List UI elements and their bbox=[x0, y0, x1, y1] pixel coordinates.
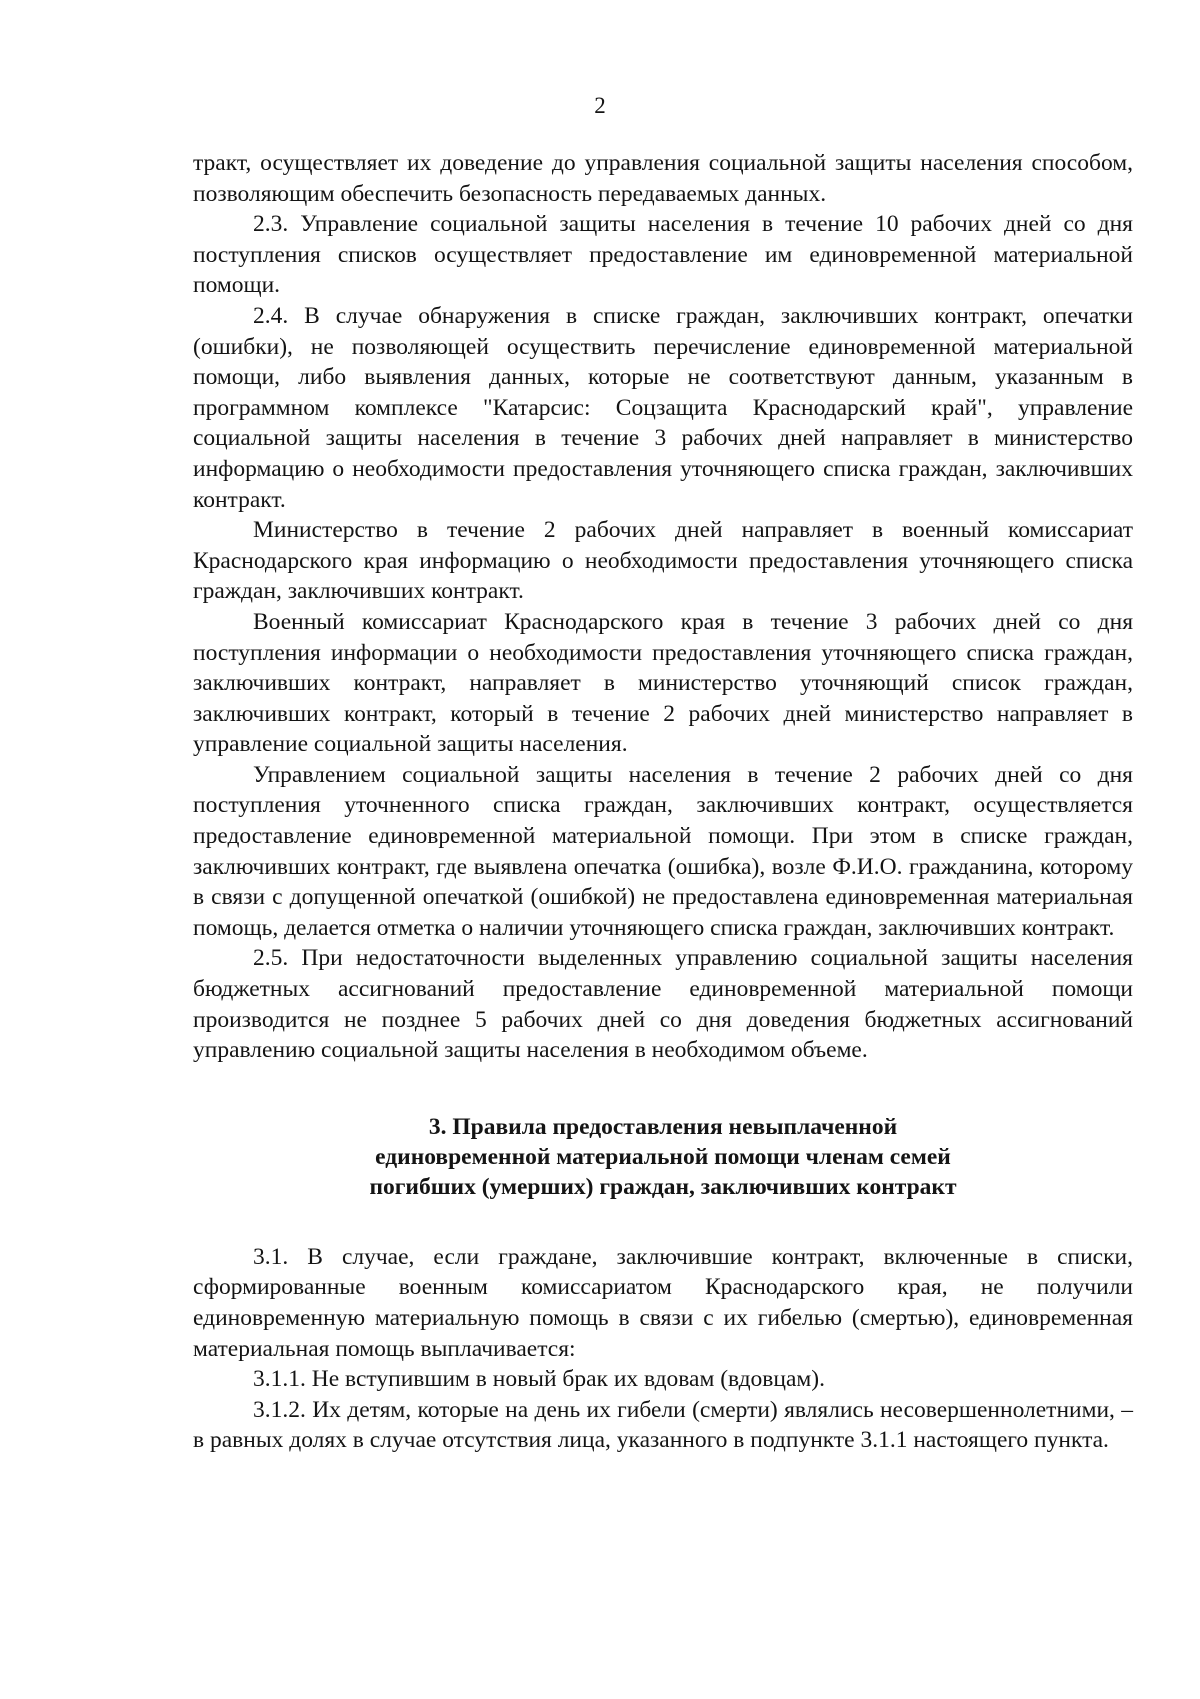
section-heading bbox=[193, 1112, 1133, 1202]
paragraph-3-1-1: 3.1.1. Не вступившим в новый брак их вдовам (вдовцам). bbox=[253, 1366, 825, 1393]
paragraph-2-4: 2.4. В случае обнаружения в списке граждан, заключивших контракт, опечатки (ошибки), не позволяющей осуществить перечисление единовременной материальной помощи, либо выявления данных, которые не соответствуют данным, указанным в программном комплексе "Катарсис: Соцзащита Краснодарский край", управление социальной защиты населения в течение 3 рабочих дней направляет в министерство информацию о необходимости предоставления уточняющего списка граждан, заключивших контракт. bbox=[193, 302, 1133, 513]
paragraph-2-5: 2.5. При недостаточности выделенных управлению социальной защиты населения бюджетных ассигнований предоставление единовременной материальной помощи производится не позднее 5 рабочих дней со дня доведения бюджетных ассигнований управлению социальной защиты населения в необходимом объеме. bbox=[193, 945, 1133, 1064]
paragraph-3-1: 3.1. В случае, если граждане, заключившие контракт, включенные в списки, сформированные военным комиссариатом Краснодарского края, не получили единовременную материальную помощь в связи с их гибелью (смертью), единовременная материальная помощь выплачивается: bbox=[193, 1243, 1133, 1362]
paragraph-3-1-2: 3.1.2. Их детям, которые на день их гибели (смерти) являлись несовершеннолетними, – в равных долях в случае отсутствия лица, указанного в подпункте 3.1.1 настоящего пункта. bbox=[193, 1396, 1133, 1454]
section-heading-line: 3. Правила предоставления невыплаченной bbox=[428, 1113, 898, 1140]
section-heading-line: погибших (умерших) граждан, заключивших контракт bbox=[369, 1173, 957, 1200]
document-body bbox=[193, 148, 1133, 1456]
paragraph-continuation: тракт, осуществляет их доведение до управления социальной защиты населения способом, позволяющим обеспечить безопасность передаваемых данных. bbox=[193, 150, 1133, 207]
paragraph-ministry: Министерство в течение 2 рабочих дней направляет в военный комиссариат Краснодарского края информацию о необходимости предоставления уточняющего списка граждан, заключивших контракт. bbox=[193, 517, 1133, 605]
paragraph-2-3: 2.3. Управление социальной защиты населения в течение 10 рабочих дней со дня поступления списков осуществляет предоставление им единовременной материальной помощи. bbox=[193, 211, 1133, 299]
section-heading-line: единовременной материальной помощи членам семей bbox=[375, 1143, 951, 1170]
paragraph-military-commissariat: Военный комиссариат Краснодарского края в течение 3 рабочих дней со дня поступления информации о необходимости предоставления уточняющего списка граждан, заключивших контракт, направляет в министерство уточняющий список граждан, заключивших контракт, который в течение 2 рабочих дней министерство направляет в управление социальной защиты населения. bbox=[193, 608, 1133, 758]
page-number: 2 bbox=[594, 93, 606, 118]
paragraph-social-protection: Управлением социальной защиты населения в течение 2 рабочих дней со дня поступления уточненного списка граждан, заключивших контракт, осуществляется предоставление единовременной материальной помощи. При этом в списке граждан, заключивших контракт, где выявлена опечатка (ошибка), возле Ф.И.О. гражданина, которому в связи с допущенной опечаткой (ошибкой) не предоставлена единовременная материальная помощь, делается отметка о наличии уточняющего списка граждан, заключивших контракт. bbox=[193, 761, 1133, 941]
